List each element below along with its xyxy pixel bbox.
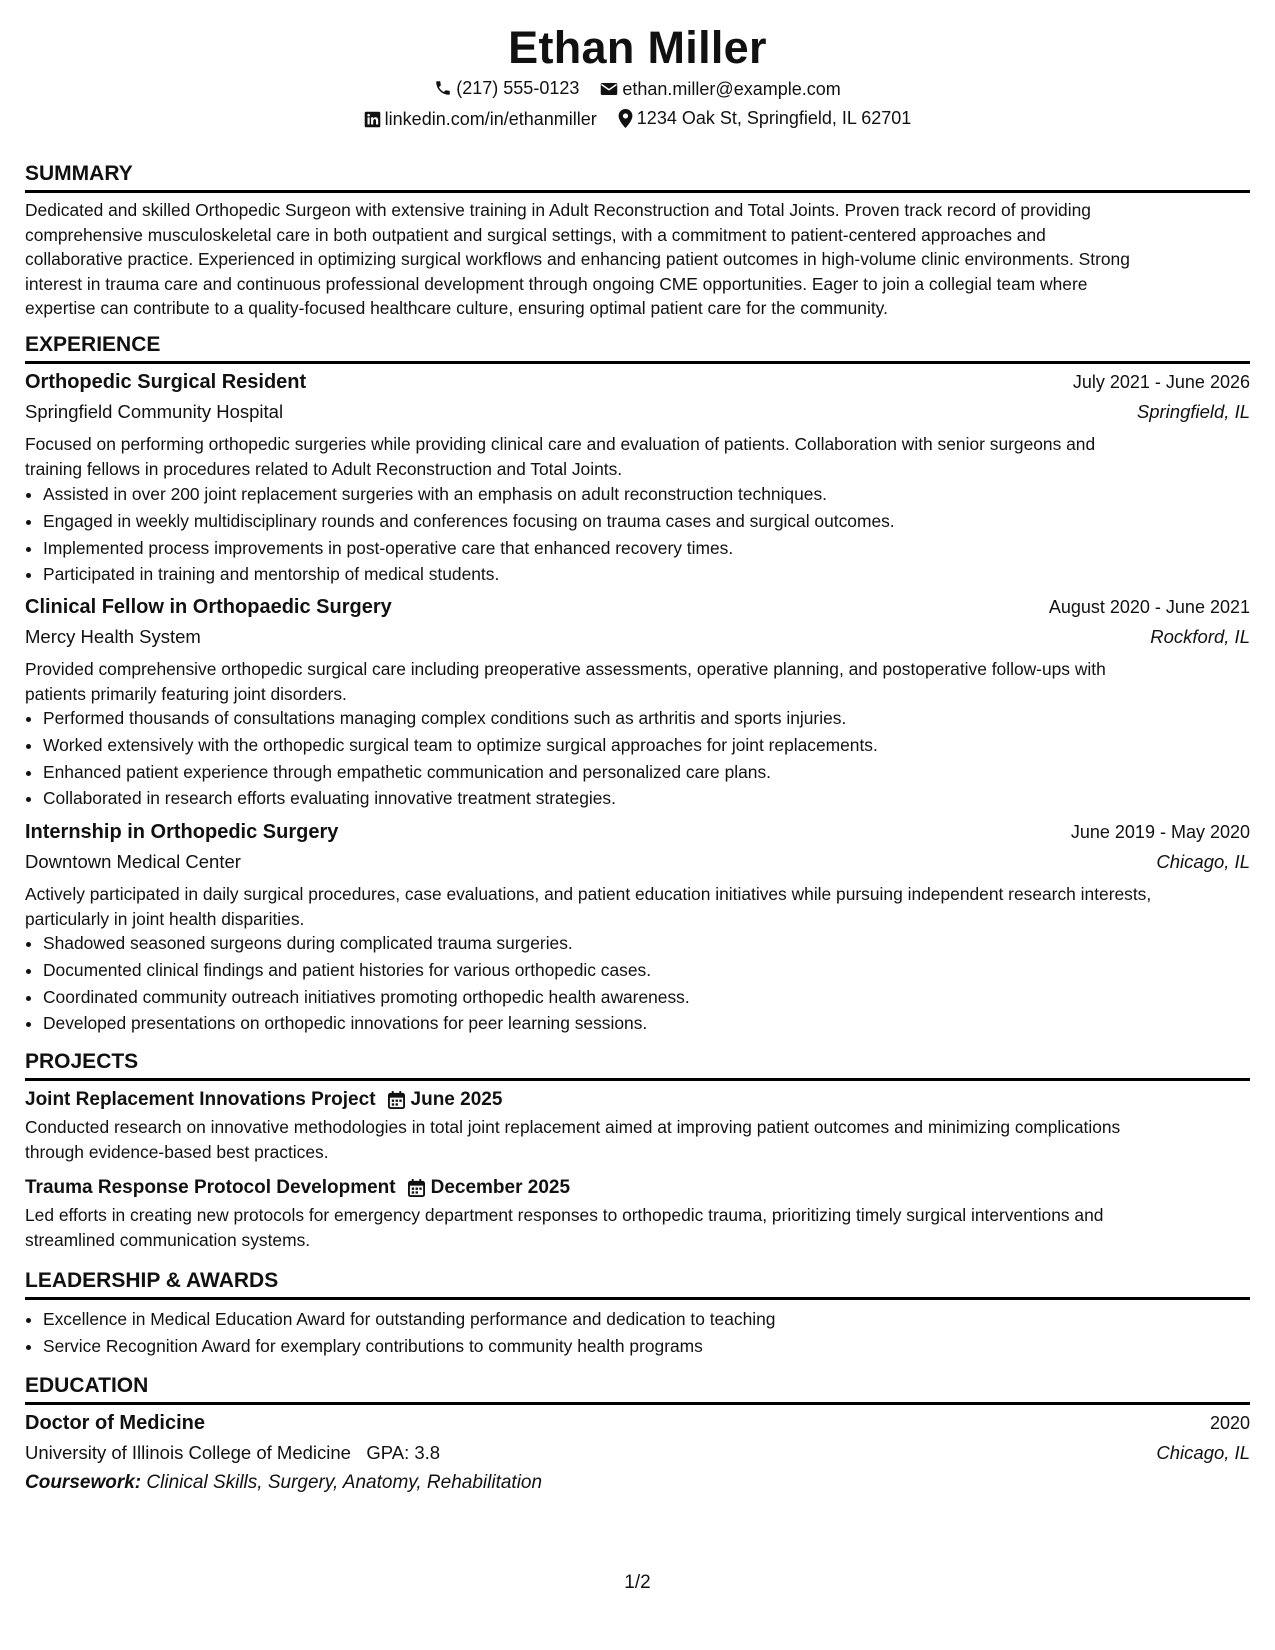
list-item: • Assisted in over 200 joint replacement surgeries with an emphasis on adult reconstruction techniques. <box>43 481 1253 508</box>
job-desc-line: Focused on performing orthopedic surgeries while providing clinical care and evaluation of patients. Collaboration with senior surgeons and <box>25 434 1096 454</box>
graduation-year: 2020 <box>1209 1413 1250 1433</box>
phone-icon <box>434 79 452 97</box>
list-item: • Participated in training and mentorship of medical students. <box>43 561 1253 588</box>
page-number: 1/2 <box>624 1572 651 1593</box>
school-gpa <box>25 1440 440 1466</box>
experience-heading: EXPERIENCE <box>25 331 1250 364</box>
summary-line: expertise can contribute to a quality-focused healthcare culture, ensuring optimal patient care for the community. <box>25 298 888 319</box>
project-desc-line: Led efforts in creating new protocols for emergency department responses to orthopedic trauma, prioritizing timely surgical interventions and <box>25 1205 1104 1225</box>
project-desc-line: Conducted research on innovative methodologies in total joint replacement aimed at improving patient outcomes and minimizing complications <box>25 1117 1121 1137</box>
list-item: • Enhanced patient experience through empathetic communication and personalized care plans. <box>43 759 1253 786</box>
job-org-row <box>25 849 1250 875</box>
job-org: Mercy Health System <box>25 626 201 647</box>
job-bullets <box>25 930 1253 1037</box>
address-contact <box>618 106 912 130</box>
project-date: December 2025 <box>430 1177 571 1198</box>
project-date: June 2025 <box>410 1089 503 1110</box>
contact-line-1 <box>0 76 1275 103</box>
summary-line: comprehensive musculoskeletal care in both outpatient and surgical settings, with a commitment to patient-centered approaches and <box>25 224 1046 245</box>
coursework-list: Clinical Skills, Surgery, Anatomy, Rehabilitation <box>146 1472 543 1493</box>
job-location: Chicago, IL <box>1156 851 1250 872</box>
job-desc-line: Provided comprehensive orthopedic surgical care including preoperative assessments, operative planning, and postoperative follow-ups with <box>25 659 1106 679</box>
list-item: • Coordinated community outreach initiatives promoting orthopedic health awareness. <box>43 984 1253 1011</box>
email-icon <box>600 81 618 97</box>
job-header <box>25 819 1250 845</box>
job-title: Orthopedic Surgical Resident <box>25 371 307 393</box>
job-desc-line: training fellows in procedures related to Adult Reconstruction and Total Joints. <box>25 458 623 479</box>
list-item: • Performed thousands of consultations managing complex conditions such as arthritis and sports injuries. <box>43 705 1253 732</box>
phone-text: (217) 555-0123 <box>456 78 580 98</box>
job-description <box>25 432 1250 481</box>
summary-line: collaborative practice. Experienced in optimizing surgical workflows and enhancing patient outcomes in high-volume clinic environments. Strong <box>25 249 1130 270</box>
summary-heading: SUMMARY <box>25 160 1250 193</box>
job-org: Springfield Community Hospital <box>25 401 284 422</box>
contact-line-2 <box>0 106 1275 134</box>
project-header <box>25 1087 502 1113</box>
job-dates: August 2020 - June 2021 <box>1048 597 1250 617</box>
education-header <box>25 1410 1250 1436</box>
job-header <box>25 369 1250 395</box>
list-item: • Shadowed seasoned surgeons during complicated trauma surgeries. <box>43 930 1253 957</box>
coursework <box>25 1470 542 1496</box>
job-desc-line: particularly in joint health disparities. <box>25 908 305 929</box>
email-text: ethan.miller@example.com <box>622 79 841 99</box>
coursework-label: Coursework: <box>25 1472 142 1493</box>
project-name: Joint Replacement Innovations Project <box>25 1089 376 1110</box>
list-item: • Collaborated in research efforts evaluating innovative treatment strategies. <box>43 785 1253 812</box>
project-desc-line: through evidence-based best practices. <box>25 1141 329 1162</box>
gpa: GPA: 3.8 <box>366 1442 441 1463</box>
job-location: Springfield, IL <box>1136 401 1250 422</box>
calendar-icon <box>388 1091 405 1109</box>
job-description <box>25 657 1250 706</box>
summary-line: interest in trauma care and continuous professional development through ongoing CME opportunities. Eager to join a collegial team where <box>25 273 1088 294</box>
summary-text <box>25 198 1250 321</box>
degree: Doctor of Medicine <box>25 1412 206 1434</box>
job-header <box>25 594 1250 620</box>
calendar-icon <box>408 1179 425 1197</box>
job-bullets <box>25 481 1253 588</box>
education-heading: EDUCATION <box>25 1372 1250 1405</box>
job-org-row <box>25 399 1250 425</box>
list-item: • Documented clinical findings and patient histories for various orthopedic cases. <box>43 957 1253 984</box>
project-description <box>25 1115 1250 1164</box>
list-item: • Developed presentations on orthopedic innovations for peer learning sessions. <box>43 1010 1253 1037</box>
project-description <box>25 1203 1250 1252</box>
project-header <box>25 1175 570 1201</box>
email-contact[interactable] <box>600 77 840 101</box>
projects-heading: PROJECTS <box>25 1048 1250 1081</box>
location-pin-icon <box>618 109 633 128</box>
linkedin-icon <box>364 111 381 128</box>
job-org: Downtown Medical Center <box>25 851 241 872</box>
job-dates: July 2021 - June 2026 <box>1072 372 1250 392</box>
list-item: • Worked extensively with the orthopedic surgical team to optimize surgical approaches for joint replacements. <box>43 732 1253 759</box>
list-item: • Excellence in Medical Education Award for outstanding performance and dedication to teaching <box>43 1306 1253 1333</box>
list-item: • Engaged in weekly multidisciplinary rounds and conferences focusing on trauma cases and surgical outcomes. <box>43 508 1253 535</box>
list-item: • Service Recognition Award for exemplary contributions to community health programs <box>43 1333 1253 1360</box>
job-desc-line: patients primarily featuring joint disorders. <box>25 683 347 704</box>
job-location: Rockford, IL <box>1150 626 1250 647</box>
job-desc-line: Actively participated in daily surgical procedures, case evaluations, and patient education initiatives while pursuing independent research interests, <box>25 884 1152 904</box>
school-location: Chicago, IL <box>1156 1442 1250 1463</box>
job-org-row <box>25 624 1250 650</box>
job-title: Internship in Orthopedic Surgery <box>25 821 339 843</box>
job-title: Clinical Fellow in Orthopaedic Surgery <box>25 596 392 618</box>
summary-line: Dedicated and skilled Orthopedic Surgeon with extensive training in Adult Reconstruction and Total Joints. Proven track record of providing <box>25 200 1091 220</box>
job-bullets <box>25 705 1253 812</box>
job-description <box>25 882 1250 931</box>
linkedin-contact[interactable] <box>364 107 597 131</box>
project-desc-line: streamlined communication systems. <box>25 1229 311 1250</box>
job-dates: June 2019 - May 2020 <box>1070 822 1250 842</box>
phone-contact[interactable] <box>434 76 579 100</box>
project-name: Trauma Response Protocol Development <box>25 1177 396 1198</box>
education-school-row <box>25 1440 1250 1466</box>
school-name: University of Illinois College of Medicine <box>25 1442 351 1463</box>
list-item: • Implemented process improvements in post-operative care that enhanced recovery times. <box>43 535 1253 562</box>
awards-heading: LEADERSHIP & AWARDS <box>25 1267 1250 1300</box>
address-text: 1234 Oak St, Springfield, IL 62701 <box>636 108 912 128</box>
awards-list <box>25 1306 1253 1360</box>
candidate-name: Ethan Miller <box>508 22 767 73</box>
linkedin-text: linkedin.com/in/ethanmiller <box>384 109 597 129</box>
